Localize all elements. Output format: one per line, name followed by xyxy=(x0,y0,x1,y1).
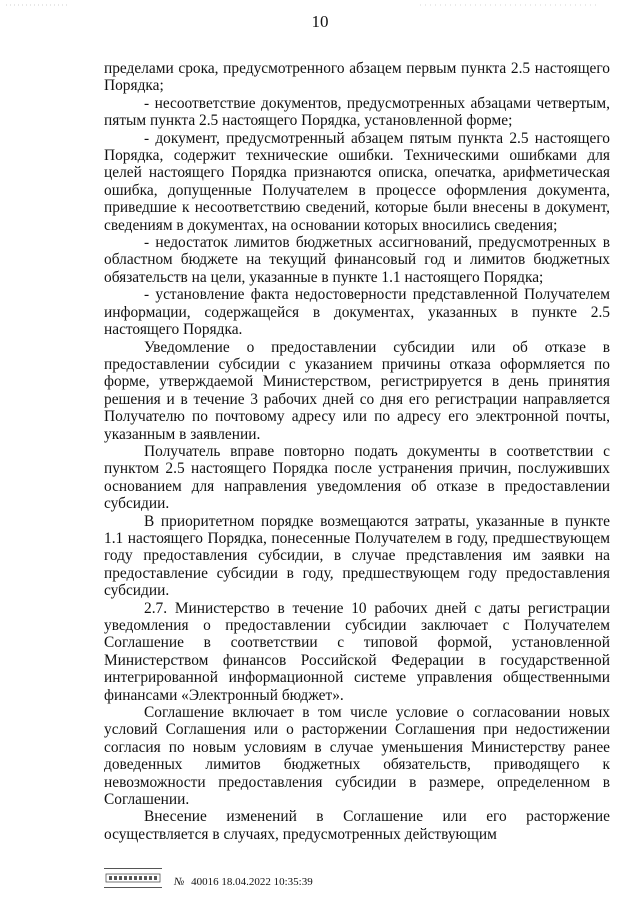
paragraph: 2.7. Министерство в течение 10 рабочих дней с даты регистрации уведомления о предоставлении субсидии заключает с Получателем Соглашение в соответствии с типовой формой, установленной Министерством финансов Российской Федерации в государственной интегрированной информационной системе управления общественными финансами «Электронный бюджет». xyxy=(104,599,610,704)
paragraph: Уведомление о предоставлении субсидии или об отказе в предоставлении субсидии с указанием причины отказа оформляется по форме, утверждаемой Министерством, регистрируется в день принятия решения и в течение 3 рабочих дней со дня его регистрации направляется Получателю по почтовому адресу или по адресу его электронной почты, указанным в заявлении. xyxy=(104,338,610,443)
paragraph: - несоответствие документов, предусмотренных абзацами четвертым, пятым пункта 2.5 настоящего Порядка, установленной форме; xyxy=(104,94,610,130)
paragraph: Внесение изменений в Соглашение или его расторжение осуществляется в случаях, предусмотренных действующим xyxy=(104,808,610,843)
paragraph: - установление факта недостоверности представленной Получателем информации, содержащейся в документах, указанных в пункте 2.5 настоящего Порядка. xyxy=(104,286,610,339)
paragraph: - документ, предусмотренный абзацем пятым пункта 2.5 настоящего Порядка, содержит технические ошибки. Техническими ошибками для целей настоящего Порядка признаются описка, опечатка, арифметическая ошибка, допущенные Получателем в процессе оформления документа, приведшие к несоответствию сведений, которые были внесены в документ, сведениям в документах, на основании которых вносились сведения; xyxy=(104,129,610,234)
paragraph: Получатель вправе повторно подать документы в соответствии с пунктом 2.5 настоящего Порядка после устранения причин, послуживших основанием для направления уведомления об отказе в предоставлении субсидии. xyxy=(104,442,610,513)
paragraph: пределами срока, предусмотренного абзацем первым пункта 2.5 настоящего Порядка; xyxy=(104,60,610,95)
paragraph: Соглашение включает в том числе условие о согласовании новых условий Соглашения или о расторжении Соглашения при недостижении согласия по новым условиям в случае уменьшения Министерству ранее доведенных лимитов бюджетных обязательств, приводящего к невозможности предоставления субсидии в размере, определенном в Соглашении. xyxy=(104,704,610,809)
document-id: 40016 xyxy=(191,876,219,888)
scan-artifact-strip xyxy=(0,2,640,8)
number-sign: № xyxy=(174,876,185,888)
registration-stamp xyxy=(174,876,313,888)
footer-stamp xyxy=(104,868,313,888)
registration-timestamp: 18.04.2022 10:35:39 xyxy=(221,876,313,888)
paragraph: В приоритетном порядке возмещаются затраты, указанные в пункте 1.1 настоящего Порядка, понесенные Получателем в году, предшествующем году предоставления субсидии, в случае представления им заявки на предоставление субсидии в году, предшествующем году предоставления субсидии. xyxy=(104,512,610,600)
page-number: 10 xyxy=(311,12,329,31)
paragraph: - недостаток лимитов бюджетных ассигнований, предусмотренных в областном бюджете на текущий финансовый год и лимитов бюджетных обязательств на цели, указанные в пункте 1.1 настоящего Порядка; xyxy=(104,234,610,286)
registry-seal-logo xyxy=(104,868,162,888)
document-body xyxy=(104,60,610,843)
